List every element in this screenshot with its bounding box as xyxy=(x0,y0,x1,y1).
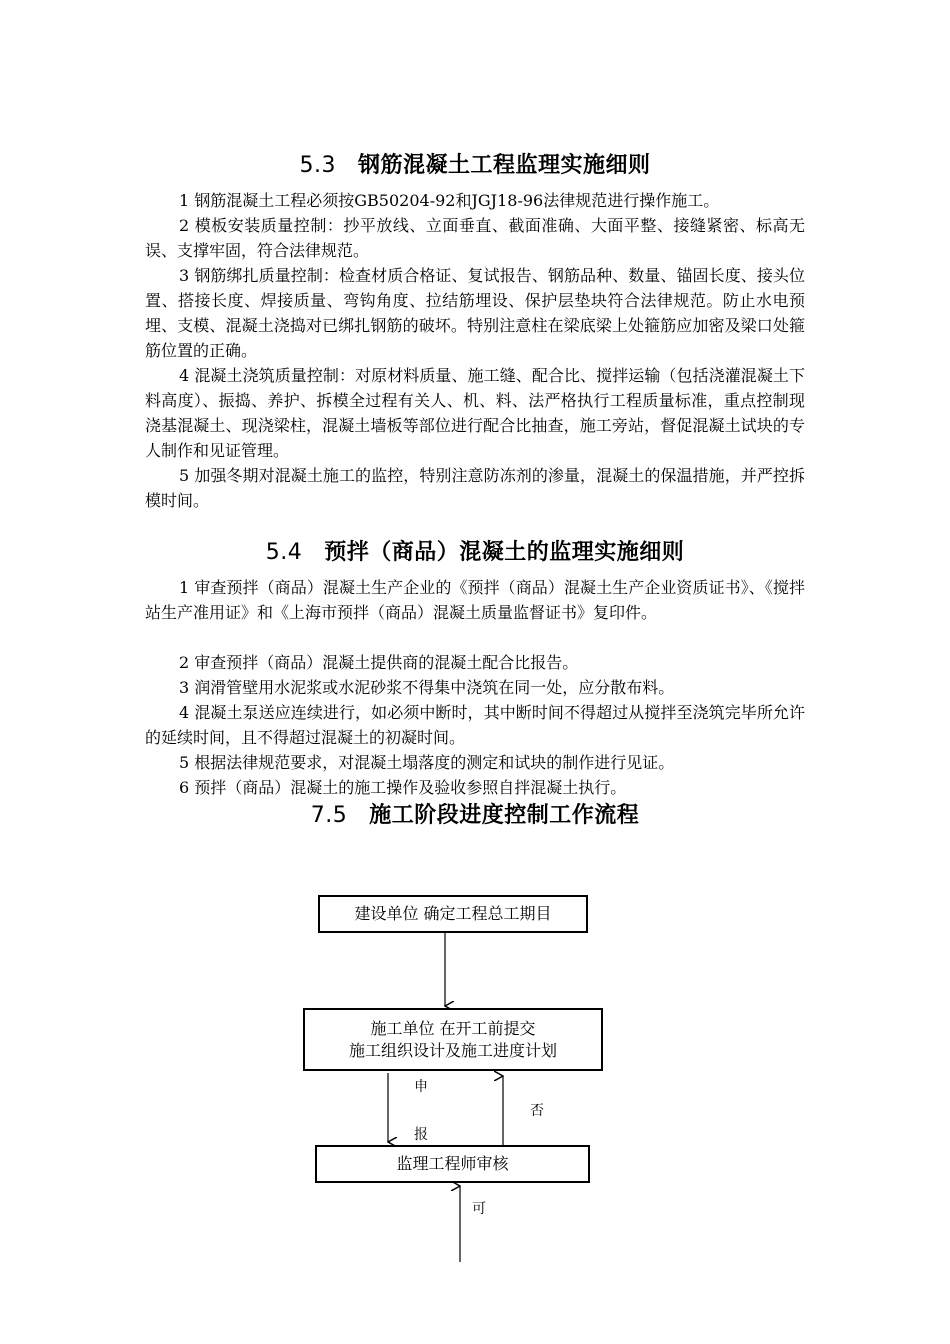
paragraph: 4 混凝土泵送应连续进行，如必须中断时，其中断时间不得超过从搅拌至浇筑完毕所允许的延续时间，且不得超过混凝土的初凝时间。 xyxy=(145,703,805,747)
paragraph: 3 钢筋绑扎质量控制：检查材质合格证、复试报告、钢筋品种、数量、锚固长度、接头位置、搭接长度、焊接质量、弯钩角度、拉结筋埋设、保护层垫块符合法律规范。防止水电预埋、支模、混凝土浇捣对已绑扎钢筋的破坏。特别注意柱在梁底梁上处箍筋应加密及梁口处箍筋位置的正确。 xyxy=(145,266,805,360)
paragraph: 2 审查预拌（商品）混凝土提供商的混凝土配合比报告。 xyxy=(179,653,579,672)
flow-box-owner-schedule xyxy=(318,895,588,933)
paragraph: 6 预拌（商品）混凝土的施工操作及验收参照自拌混凝土执行。 xyxy=(179,778,627,797)
flow-box-text: 监理工程师审核 xyxy=(396,1154,509,1173)
flow-box-engineer-review xyxy=(315,1145,590,1183)
paragraph: 5 根据法律规范要求，对混凝土塌落度的测定和试块的制作进行见证。 xyxy=(179,753,675,772)
section-number: 7.5 xyxy=(310,803,348,828)
flow-label-ke: 可 xyxy=(472,1201,486,1217)
paragraph: 1 审查预拌（商品）混凝土生产企业的《预拌（商品）混凝土生产企业资质证书》、《搅拌站生产准用证》和《上海市预拌（商品）混凝土质量监督证书》复印件。 xyxy=(145,578,805,622)
section-number: 5.3 xyxy=(299,153,336,178)
section-title: 预拌（商品）混凝土的监理实施细则 xyxy=(324,540,685,565)
flow-box-contractor-submit xyxy=(303,1008,603,1071)
flow-label-bao: 报 xyxy=(414,1127,428,1143)
flow-box-text-line1: 施工单位 在开工前提交 xyxy=(370,1018,536,1038)
section-title: 施工阶段进度控制工作流程 xyxy=(369,803,640,828)
section-title: 钢筋混凝土工程监理实施细则 xyxy=(357,153,651,178)
flow-box-text-line2: 施工组织设计及施工进度计划 xyxy=(348,1040,557,1060)
paragraph: 1 钢筋混凝土工程必须按GB50204-92和JGJ18-96法律规范进行操作施工。 xyxy=(179,191,720,210)
flow-label-shen: 申 xyxy=(414,1079,428,1095)
section-number: 5.4 xyxy=(265,540,303,565)
paragraph: 5 加强冬期对混凝土施工的监控，特别注意防冻剂的渗量，混凝土的保温措施，并严控拆模时间。 xyxy=(145,466,805,510)
flow-box-text: 建设单位 确定工程总工期目 xyxy=(354,904,552,923)
paragraph: 2 模板安装质量控制：抄平放线、立面垂直、截面准确、大面平整、接缝紧密、标高无误、支撑牢固，符合法律规范。 xyxy=(145,216,805,260)
paragraph: 4 混凝土浇筑质量控制：对原材料质量、施工缝、配合比、搅拌运输（包括浇灌混凝土下料高度）、振捣、养护、拆模全过程有关人、机、料、法严格执行工程质量标准，重点控制现浇基混凝土、现浇梁柱，混凝土墙板等部位进行配合比抽查，施工旁站，督促混凝土试块的专人制作和见证管理。 xyxy=(145,366,805,460)
flow-label-fou: 否 xyxy=(530,1103,544,1119)
paragraph: 3 润滑管壁用水泥浆或水泥砂浆不得集中浇筑在同一处，应分散布料。 xyxy=(179,678,675,697)
